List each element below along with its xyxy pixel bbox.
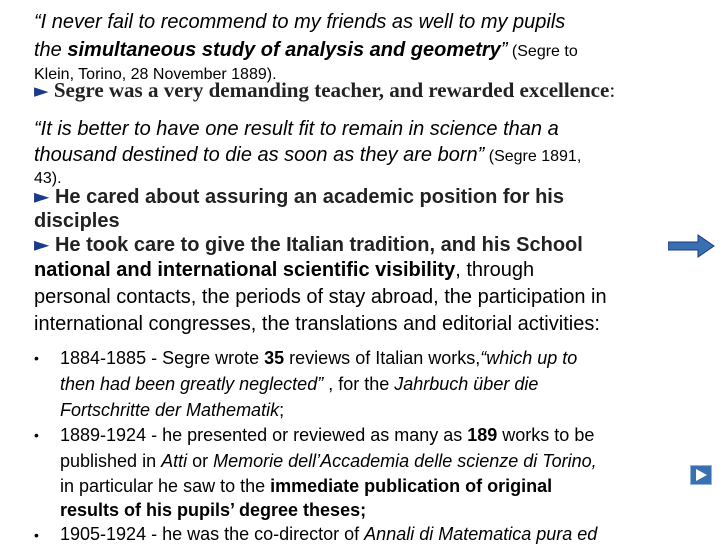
b3-ital: Annali di Matematica pura ed	[364, 524, 598, 544]
b1-mid: reviews of Italian works,	[284, 348, 481, 368]
b1-post: , for the	[323, 374, 395, 394]
point3-line4: international congresses, the translations and editorial activities:	[34, 313, 600, 335]
b2-or: or	[187, 451, 214, 471]
triangle-marker-icon: ►	[34, 232, 50, 256]
quote1-citation-a: (Segre to	[507, 43, 578, 60]
point3-post: , through	[455, 259, 535, 281]
bullet-glyph: •	[34, 350, 39, 366]
right-arrow-icon	[668, 233, 716, 259]
quote1-citation-b: Klein, Torino, 28 November 1889).	[34, 66, 277, 83]
play-next-icon	[690, 465, 712, 485]
bullet-glyph: •	[34, 427, 39, 443]
b2-l3bold: immediate publication of original	[270, 476, 553, 496]
b2-l3pre: in particular he saw to the	[60, 476, 271, 496]
b2-count: 189	[467, 425, 498, 445]
point3-text: He took care to give the Italian tradition, and his School	[49, 234, 583, 256]
quote2-line1: “It is better to have one result fit to remain in science than a	[34, 118, 559, 140]
b2-pre: 1889-1924 - he presented or reviewed as many as	[60, 425, 468, 445]
point3-line1	[34, 232, 583, 257]
bullet2-line2	[60, 451, 597, 471]
point1	[34, 78, 615, 103]
quote2-text: thousand destined to die as soon as they are born”	[34, 144, 485, 166]
quote2-citation-a: (Segre 1891,	[484, 148, 582, 165]
bullet1-line3	[60, 400, 284, 420]
triangle-marker-icon: ►	[34, 80, 49, 102]
b1-count: 35	[264, 348, 285, 368]
quote2-citation-b: 43).	[34, 170, 62, 187]
b2-memorie: Memorie dell’Accademia delle scienze di Torino,	[213, 451, 597, 471]
point2-text: He cared about assuring an academic position for his	[49, 186, 564, 208]
point3-line2	[34, 259, 534, 282]
b2-post: works to be	[497, 425, 595, 445]
triangle-marker-icon: ►	[34, 184, 50, 208]
b2-l2pre: published in	[60, 451, 162, 471]
point1-text: Segre was a very demanding teacher, and rewarded excellence	[48, 78, 610, 102]
bullet1-line1	[60, 348, 577, 368]
point2-line1	[34, 184, 564, 209]
bullet-glyph: •	[34, 527, 39, 543]
point2-line2: disciples	[34, 210, 120, 232]
b1-journal2: Fortschritte der Mathematik	[60, 400, 280, 420]
bullet3-line1	[60, 524, 597, 544]
bullet2-line3	[60, 476, 552, 496]
point3-line3: personal contacts, the periods of stay abroad, the participation in	[34, 286, 607, 308]
quote2-line2	[34, 143, 581, 169]
quote1-close: ”	[500, 39, 508, 61]
quote1-line1: “I never fail to recommend to my friends as well to my pupils	[34, 11, 566, 33]
b1-ital2: then had been greatly neglected”	[60, 374, 324, 394]
b1-ital: “which up to	[480, 348, 578, 368]
quote1-line2	[34, 38, 578, 64]
quote1-text: the	[34, 39, 68, 61]
quote1-bold: simultaneous study of analysis and geometry	[67, 39, 501, 61]
b1-journal: Jahrbuch über die	[394, 374, 539, 394]
point3-bold: national and international scientific visibility	[34, 259, 456, 281]
b1-pre: 1884-1885 - Segre wrote	[60, 348, 265, 368]
b1-end: ;	[279, 400, 285, 420]
point1-colon: :	[609, 78, 616, 102]
bullet1-line2	[60, 374, 538, 394]
b2-atti: Atti	[161, 451, 188, 471]
b3-pre: 1905-1924 - he was the co-director of	[60, 524, 365, 544]
bullet2-line4: results of his pupils’ degree theses;	[60, 500, 367, 520]
bullet2-line1	[60, 425, 594, 445]
next-slide-button[interactable]	[690, 465, 712, 485]
